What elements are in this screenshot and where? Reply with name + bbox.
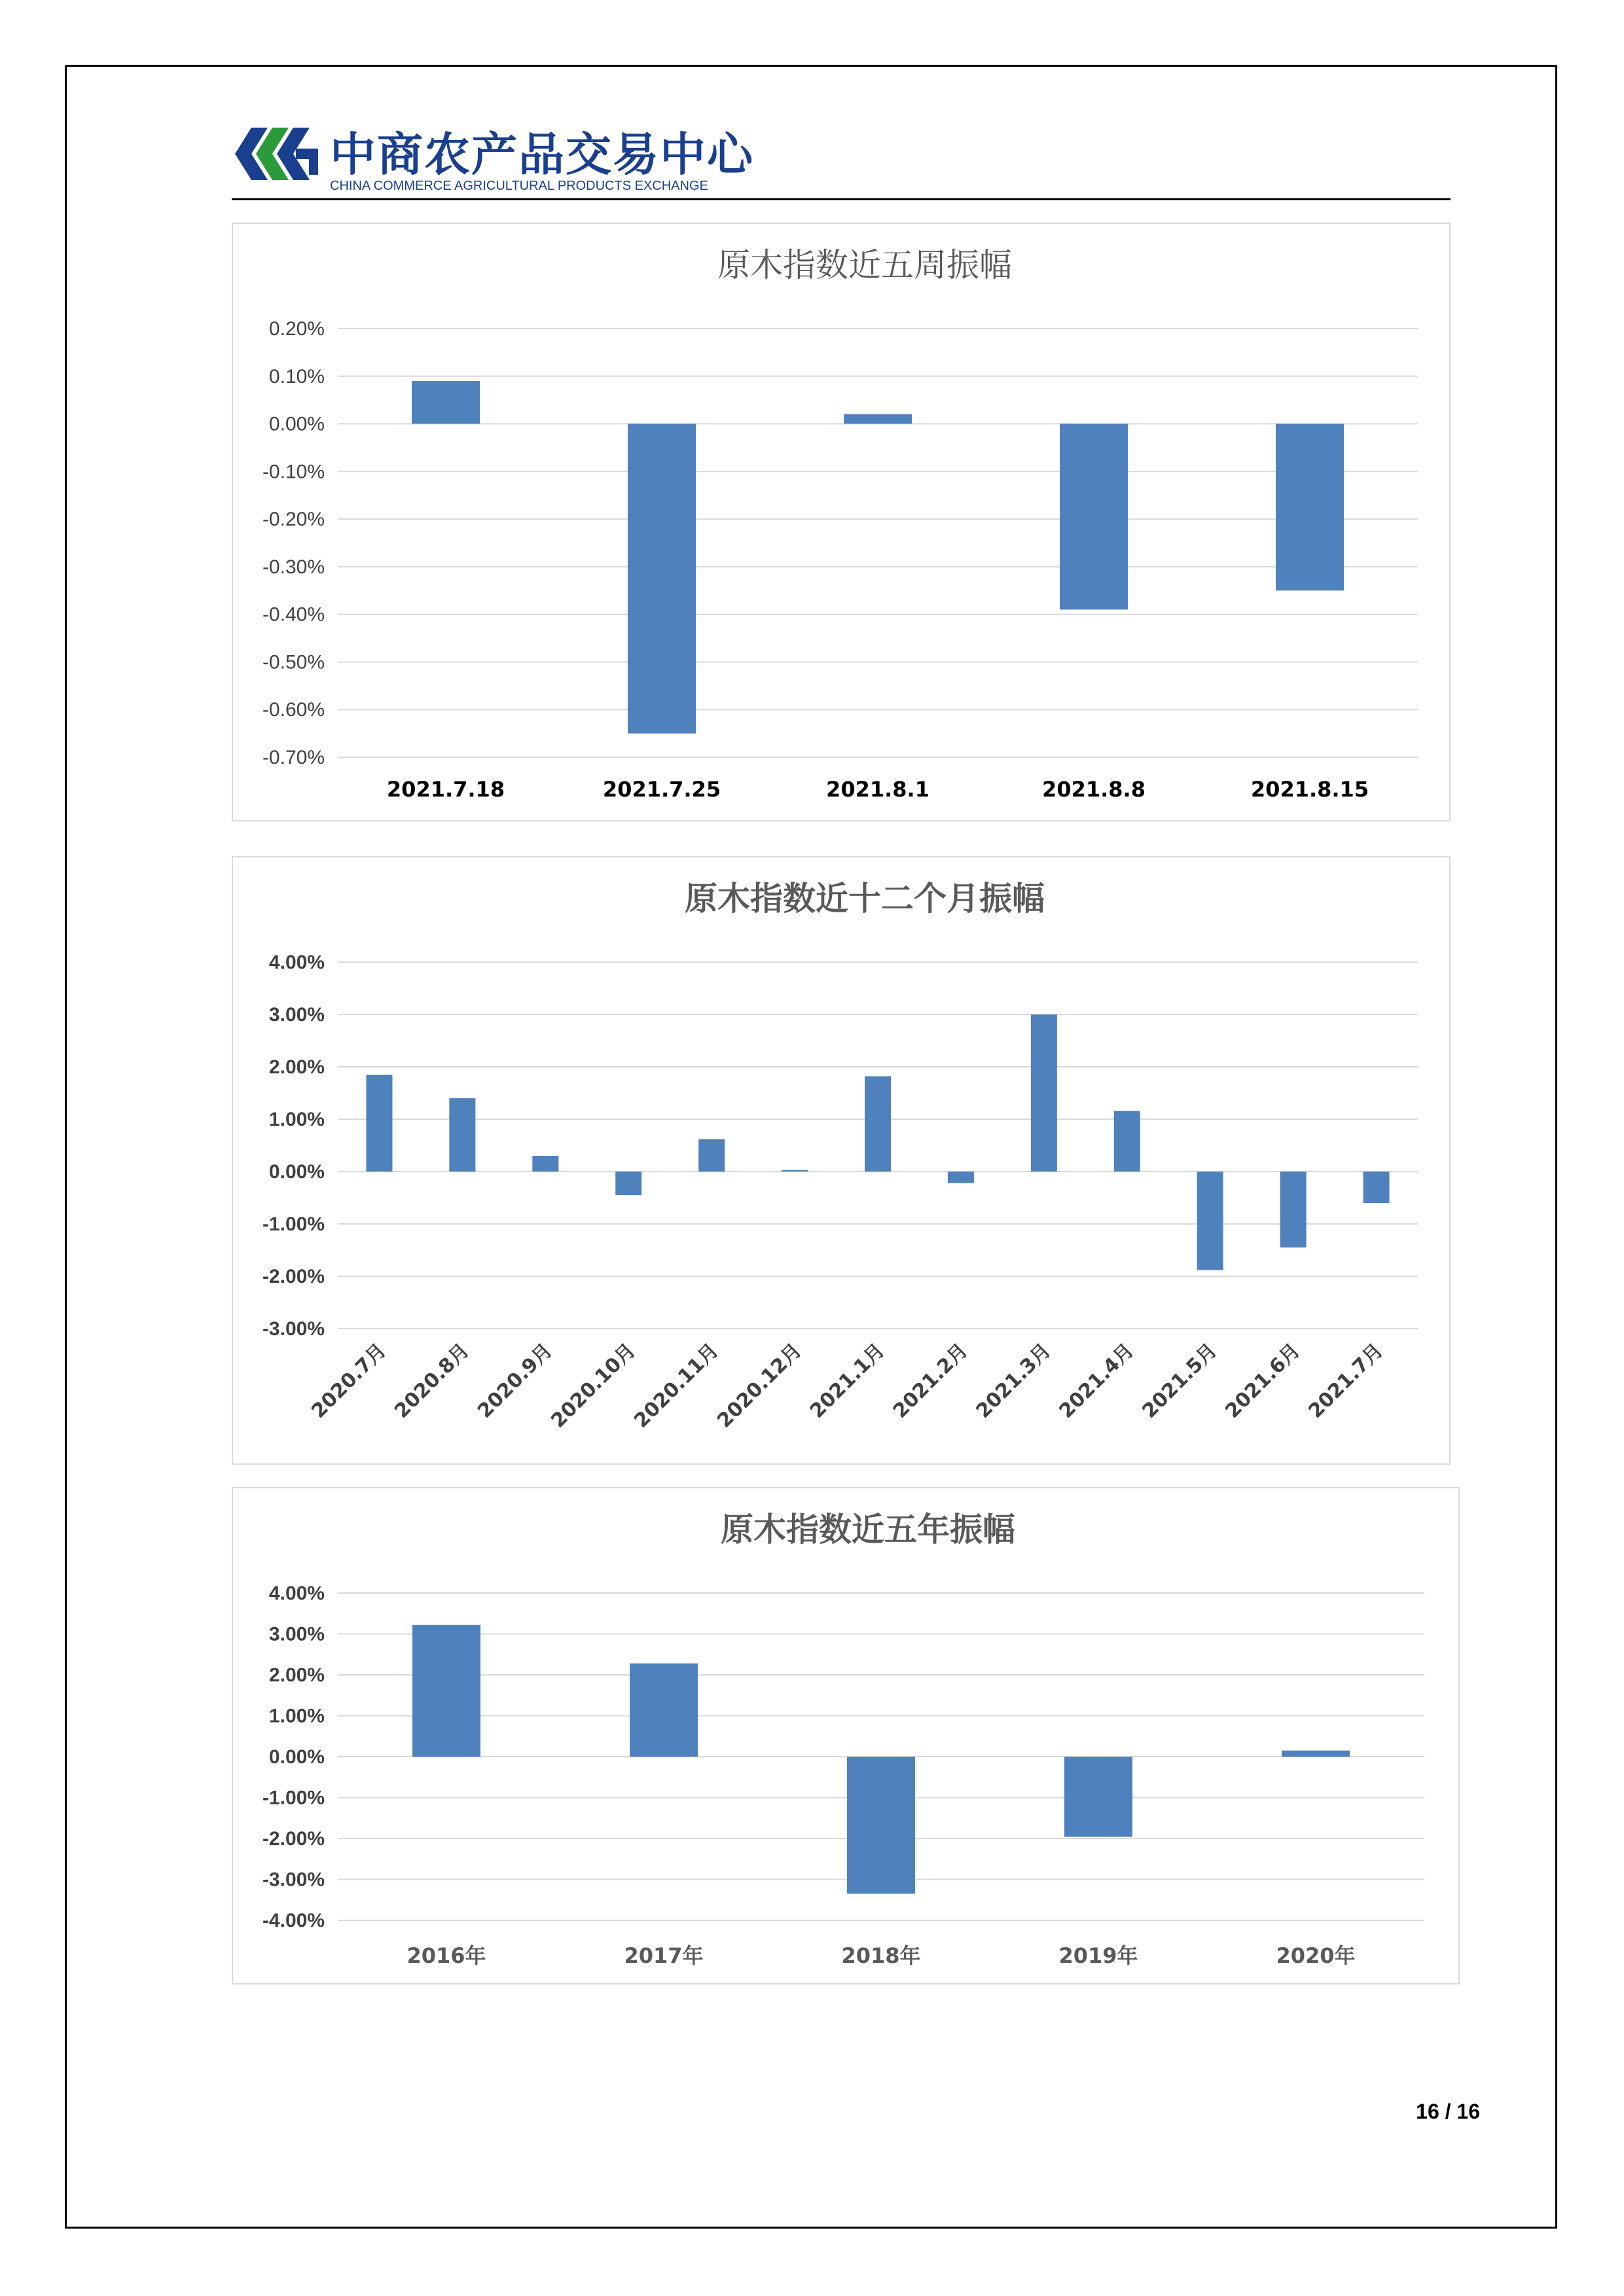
bar (412, 381, 480, 424)
bar (1197, 1172, 1223, 1270)
y-tick-label: -0.20% (262, 509, 325, 531)
y-tick-label: -0.50% (262, 651, 325, 673)
chart-title: 原木指数近五年振幅 (721, 1511, 1015, 1549)
logo-title-en: CHINA COMMERCE AGRICULTURAL PRODUCTS EXCHANGE (330, 179, 708, 193)
company-logo-icon (232, 115, 323, 193)
header-divider (232, 198, 1451, 200)
y-tick-label: 0.00% (268, 413, 325, 435)
bar (948, 1172, 974, 1183)
bar (698, 1139, 725, 1172)
y-tick-label: 0.00% (268, 1161, 325, 1183)
yearly-chart-svg (233, 1488, 1461, 1986)
y-tick-label: -0.10% (262, 461, 325, 483)
x-category-label: 2021.4月 (1055, 1338, 1139, 1423)
x-category-label: 2021.8.1 (826, 777, 929, 802)
weekly-chart-svg (233, 224, 1452, 823)
x-category-label: 2021.5月 (1138, 1338, 1222, 1423)
weekly-amplitude-chart (232, 223, 1451, 821)
y-tick-label: -2.00% (262, 1266, 325, 1287)
y-tick-label: -0.70% (262, 747, 325, 768)
bar (1060, 424, 1128, 610)
yearly-amplitude-chart (232, 1487, 1460, 1984)
y-tick-label: 3.00% (268, 1623, 325, 1645)
y-tick-label: 0.20% (268, 318, 325, 340)
x-category-label: 2021.1月 (805, 1338, 890, 1423)
y-tick-label: 4.00% (268, 952, 325, 973)
x-category-label: 2021.8.15 (1250, 777, 1369, 802)
y-tick-label: 0.00% (268, 1746, 325, 1768)
bar (1031, 1014, 1057, 1172)
bar (366, 1075, 392, 1172)
y-tick-label: -0.60% (262, 699, 325, 721)
y-tick-label: -1.00% (262, 1213, 325, 1235)
y-tick-label: -0.30% (262, 556, 325, 578)
bar (847, 1757, 915, 1893)
bar (615, 1172, 641, 1195)
y-tick-label: 1.00% (268, 1109, 325, 1130)
x-category-label: 2021.7.25 (602, 777, 721, 802)
bar (1114, 1111, 1140, 1172)
x-category-label: 2021.3月 (971, 1338, 1056, 1423)
x-category-label: 2016年 (406, 1943, 486, 1968)
chart-title: 原木指数近十二个月振幅 (685, 880, 1045, 918)
y-tick-label: 4.00% (268, 1583, 325, 1604)
bar (1363, 1172, 1390, 1203)
y-tick-label: -3.00% (262, 1869, 325, 1891)
x-category-label: 2020年 (1276, 1943, 1356, 1968)
x-category-label: 2020.9月 (473, 1338, 557, 1423)
bar (1064, 1757, 1132, 1837)
y-tick-label: -4.00% (262, 1910, 325, 1931)
bar (844, 414, 912, 424)
x-category-label: 2021.8.8 (1042, 777, 1146, 802)
page-number: 16 / 16 (1416, 2100, 1480, 2123)
x-category-label: 2017年 (624, 1943, 704, 1968)
x-category-label: 2021.7月 (1304, 1338, 1388, 1423)
y-tick-label: 3.00% (268, 1004, 325, 1026)
bar (1282, 1751, 1350, 1757)
y-tick-label: -3.00% (262, 1318, 325, 1340)
y-tick-label: 0.10% (268, 365, 325, 387)
header-logo (232, 111, 1449, 200)
x-category-label: 2020.11月 (630, 1338, 723, 1433)
x-category-label: 2021.6月 (1221, 1338, 1305, 1423)
bar (628, 424, 696, 734)
x-category-label: 2021.2月 (888, 1338, 973, 1423)
x-category-label: 2020.10月 (547, 1338, 640, 1433)
monthly-chart-svg (233, 857, 1452, 1466)
y-tick-label: -1.00% (262, 1787, 325, 1809)
y-tick-label: 2.00% (268, 1664, 325, 1686)
bar (630, 1664, 698, 1757)
logo-title-cn: 中商农产品交易中心 (330, 129, 754, 180)
y-tick-label: 1.00% (268, 1705, 325, 1727)
y-tick-label: -0.40% (262, 603, 325, 626)
y-tick-label: 2.00% (268, 1056, 325, 1078)
monthly-amplitude-chart (232, 856, 1451, 1465)
x-category-label: 2020.8月 (390, 1338, 475, 1423)
bar (412, 1625, 480, 1757)
x-category-label: 2020.7月 (307, 1338, 391, 1423)
x-category-label: 2018年 (841, 1943, 921, 1968)
x-category-label: 2021.7.18 (386, 777, 505, 802)
bar (532, 1156, 558, 1172)
chart-title: 原木指数近五周振幅 (717, 246, 1012, 284)
x-category-label: 2020.12月 (713, 1338, 806, 1433)
bar (865, 1076, 891, 1172)
bar (1280, 1172, 1307, 1247)
bar (1276, 424, 1344, 591)
bar (449, 1098, 475, 1172)
bar (782, 1170, 808, 1172)
y-tick-label: -2.00% (262, 1828, 325, 1850)
x-category-label: 2019年 (1058, 1943, 1138, 1968)
